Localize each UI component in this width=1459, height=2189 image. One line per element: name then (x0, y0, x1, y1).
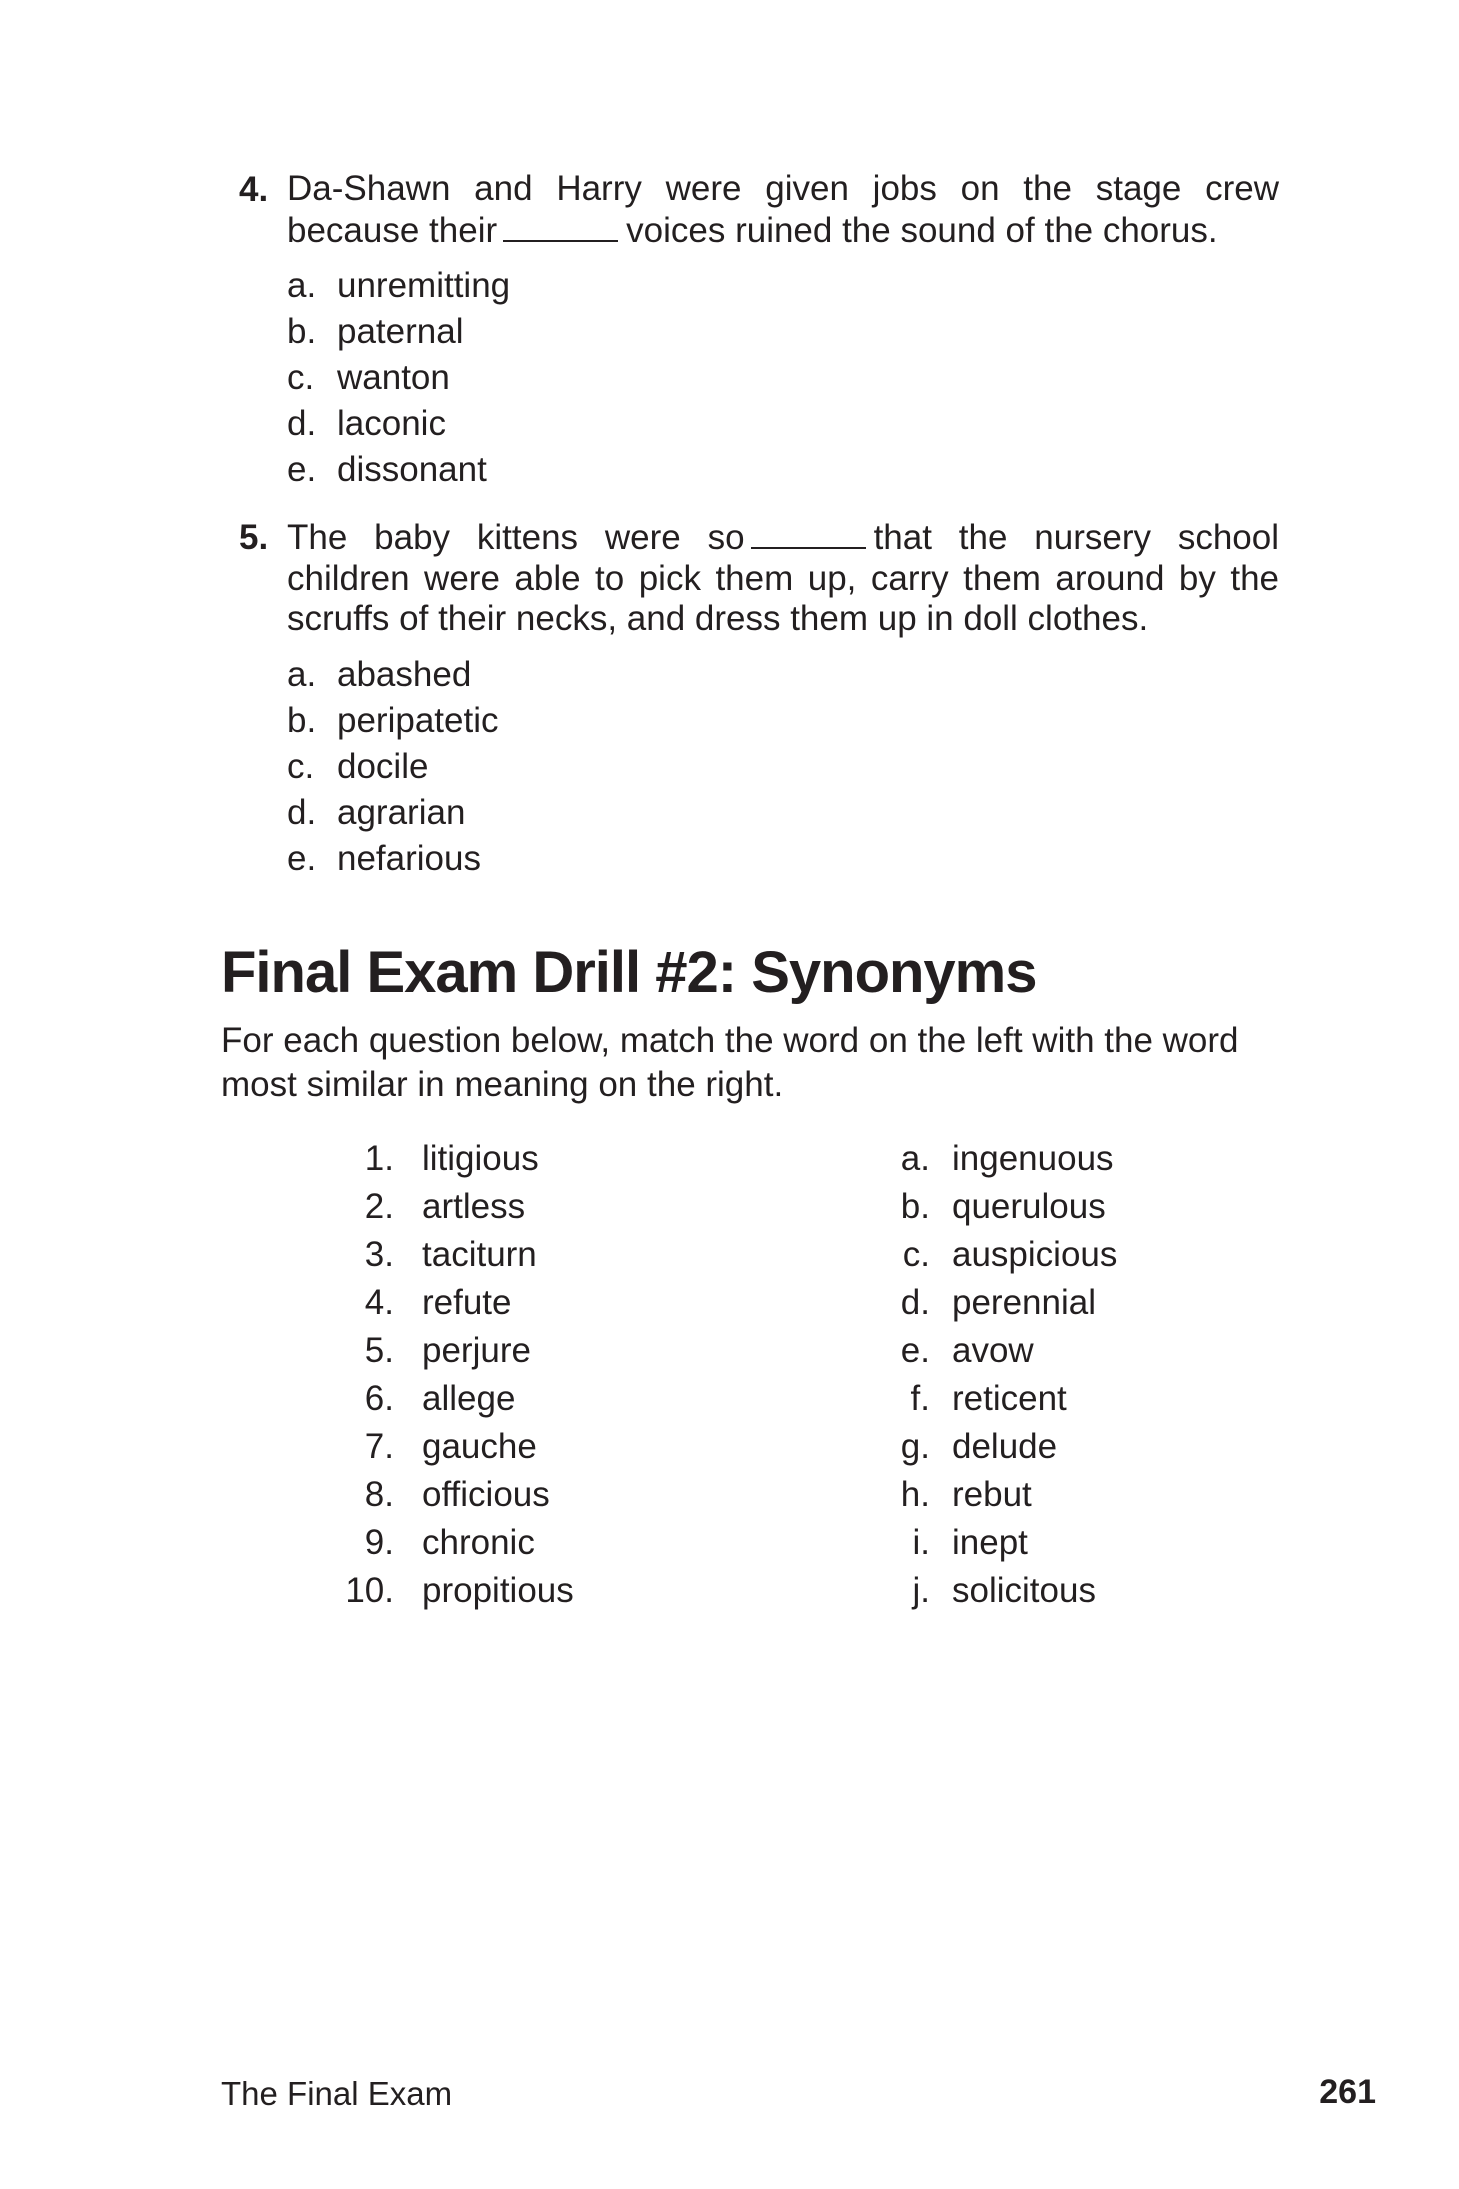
answer-blank (503, 210, 618, 242)
section-heading: Final Exam Drill #2: Synonyms (221, 940, 1037, 1005)
question-text: Da-Shawn and Harry were given jobs on the stage crew because their voices ruined the sound of the chorus. (287, 169, 1279, 250)
match-item: 4. refute (364, 1283, 512, 1322)
option-e: e. dissonant (287, 450, 487, 489)
match-item: 2. artless (364, 1187, 526, 1226)
match-option: j. solicitous (912, 1571, 1096, 1610)
option-c: c. docile (287, 746, 429, 786)
match-item: 8. officious (364, 1475, 550, 1514)
option-e: e. nefarious (287, 838, 481, 878)
option-c: c. wanton (287, 358, 450, 397)
question-number: 5. (239, 518, 269, 557)
match-item: 9. chronic (364, 1523, 535, 1562)
answer-options (287, 263, 1279, 493)
match-option: a. ingenuous (900, 1139, 1114, 1178)
page-number: 261 (1319, 2073, 1376, 2111)
running-footer-title: The Final Exam (221, 2075, 453, 2112)
match-option: h. rebut (900, 1475, 1032, 1514)
option-d: d. agrarian (287, 792, 466, 832)
match-item: 10. propitious (345, 1571, 574, 1610)
match-option: e. avow (900, 1331, 1034, 1370)
question-text: The baby kittens were so that the nursery school children were able to pick them up, carry them around by the scruffs of their necks, and dress them up in doll clothes. (287, 518, 1279, 638)
match-option: f. reticent (910, 1379, 1067, 1418)
option-d: d. laconic (287, 404, 446, 443)
match-item: 3. taciturn (364, 1235, 537, 1274)
match-item: 5. perjure (364, 1331, 531, 1370)
question-5 (239, 517, 1279, 882)
match-option: i. inept (912, 1523, 1028, 1562)
match-item: 1. litigious (364, 1139, 539, 1178)
option-a: a. unremitting (287, 266, 511, 305)
answer-blank (751, 517, 866, 549)
match-item: 6. allege (364, 1379, 516, 1418)
matching-right-column (880, 1135, 1117, 1615)
section-instructions: For each question below, match the word on the left with the word most similar in meaning on the right. (221, 1021, 1239, 1104)
option-b: b. peripatetic (287, 700, 499, 740)
match-option: d. perennial (900, 1283, 1096, 1322)
match-option: c. auspicious (902, 1235, 1118, 1274)
question-number: 4. (239, 170, 269, 209)
option-b: b. paternal (287, 312, 464, 351)
option-a: a. abashed (287, 654, 472, 694)
answer-options (287, 652, 1279, 882)
match-option: b. querulous (900, 1187, 1106, 1226)
matching-left-column (330, 1135, 574, 1615)
question-4 (239, 169, 1279, 493)
match-option: g. delude (900, 1427, 1058, 1466)
match-item: 7. gauche (364, 1427, 537, 1466)
